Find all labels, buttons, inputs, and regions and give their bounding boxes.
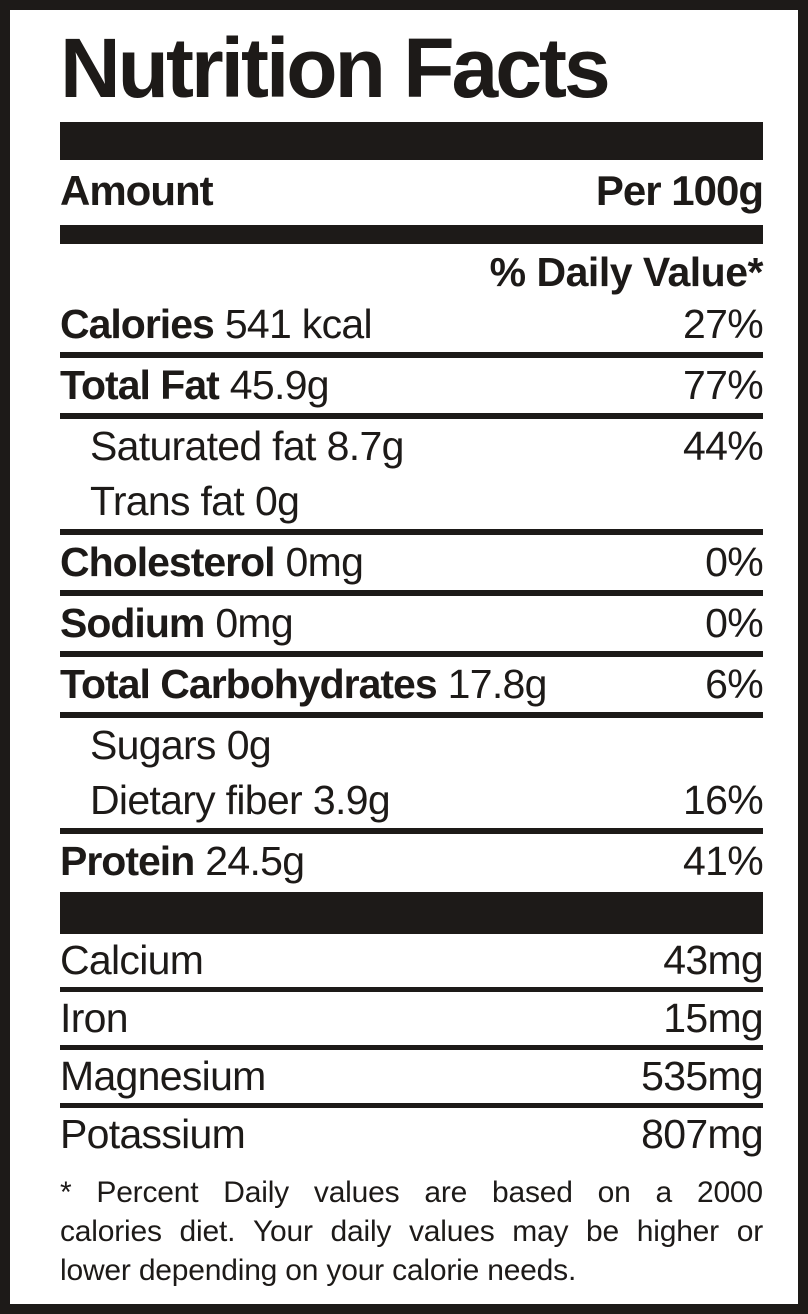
label-title: Nutrition Facts bbox=[60, 21, 608, 115]
mineral-amount: 807mg bbox=[641, 1111, 763, 1158]
nutrient-value: 0g bbox=[226, 722, 271, 768]
mineral-row bbox=[60, 992, 763, 1045]
nutrient-row bbox=[60, 419, 763, 474]
nutrient-name: Saturated fat bbox=[90, 422, 316, 469]
nutrient-name: Cholesterol bbox=[60, 538, 275, 585]
nutrient-value: 24.5g bbox=[205, 838, 305, 885]
mineral-row bbox=[60, 1050, 763, 1103]
nutrient-name: Protein bbox=[60, 838, 195, 885]
nutrient-row bbox=[60, 657, 763, 712]
nutrient-row bbox=[60, 834, 763, 889]
nutrient-row bbox=[60, 297, 763, 352]
nutrient-value: 0mg bbox=[215, 599, 293, 646]
nutrient-row bbox=[60, 596, 763, 651]
nutrient-daily-value: 27% bbox=[683, 300, 763, 347]
mineral-name: Magnesium bbox=[60, 1053, 266, 1100]
mineral-amount: 15mg bbox=[663, 995, 763, 1042]
footnote-line: * Percent Daily values are based on a 2000 bbox=[60, 1176, 763, 1210]
nutrient-name: Calories bbox=[60, 300, 214, 347]
daily-value-header: % Daily Value* bbox=[489, 248, 763, 295]
nutrient-name: Sugars bbox=[90, 722, 216, 768]
nutrient-value: 0g bbox=[254, 477, 300, 524]
header-divider-bar bbox=[60, 225, 763, 244]
nutrient-value: 17.8g bbox=[447, 660, 547, 707]
nutrient-row bbox=[60, 535, 763, 590]
nutrient-name: Total Carbohydrates bbox=[60, 660, 437, 707]
nutrient-row bbox=[60, 474, 763, 529]
nutrient-name: Dietary fiber bbox=[90, 777, 302, 824]
mineral-name: Potassium bbox=[60, 1111, 246, 1158]
nutrient-value: 0mg bbox=[285, 538, 364, 585]
nutrient-name: Total Fat bbox=[60, 361, 219, 408]
footnote-line: calories diet. Your daily values may be higher or bbox=[60, 1215, 763, 1249]
nutrient-daily-value: 44% bbox=[683, 422, 763, 469]
nutrient-name: Trans fat bbox=[90, 477, 244, 524]
mineral-amount: 535mg bbox=[641, 1053, 763, 1100]
mineral-row bbox=[60, 934, 763, 987]
nutrient-row bbox=[60, 358, 763, 413]
mineral-row bbox=[60, 1108, 763, 1161]
nutrient-value: 541 kcal bbox=[224, 300, 372, 347]
nutrient-daily-value: 0% bbox=[705, 538, 763, 585]
nutrient-value: 3.9g bbox=[312, 777, 390, 824]
nutrient-name: Sodium bbox=[60, 599, 205, 646]
nutrient-daily-value: 77% bbox=[683, 361, 763, 408]
nutrient-row bbox=[60, 773, 763, 828]
amount-header-row bbox=[60, 160, 763, 223]
nutrient-rows-section bbox=[60, 297, 763, 889]
mineral-amount: 43mg bbox=[663, 937, 763, 984]
mineral-name: Iron bbox=[60, 995, 128, 1042]
nutrient-daily-value: 0% bbox=[705, 599, 763, 646]
nutrient-daily-value: 6% bbox=[705, 660, 763, 707]
per-serving-label: Per 100g bbox=[595, 166, 763, 214]
minerals-divider-bar bbox=[60, 892, 763, 934]
title-divider-bar bbox=[60, 122, 763, 160]
nutrient-value: 8.7g bbox=[326, 422, 404, 469]
mineral-name: Calcium bbox=[60, 937, 204, 984]
nutrient-row bbox=[60, 718, 763, 773]
amount-label: Amount bbox=[60, 166, 213, 214]
mineral-rows-section bbox=[60, 934, 763, 1161]
daily-value-footnote bbox=[60, 1173, 763, 1290]
nutrient-daily-value: 41% bbox=[683, 838, 763, 885]
nutrient-value: 45.9g bbox=[229, 361, 329, 408]
footnote-line: lower depending on your calorie needs. bbox=[60, 1254, 577, 1288]
nutrient-daily-value: 16% bbox=[683, 777, 763, 824]
